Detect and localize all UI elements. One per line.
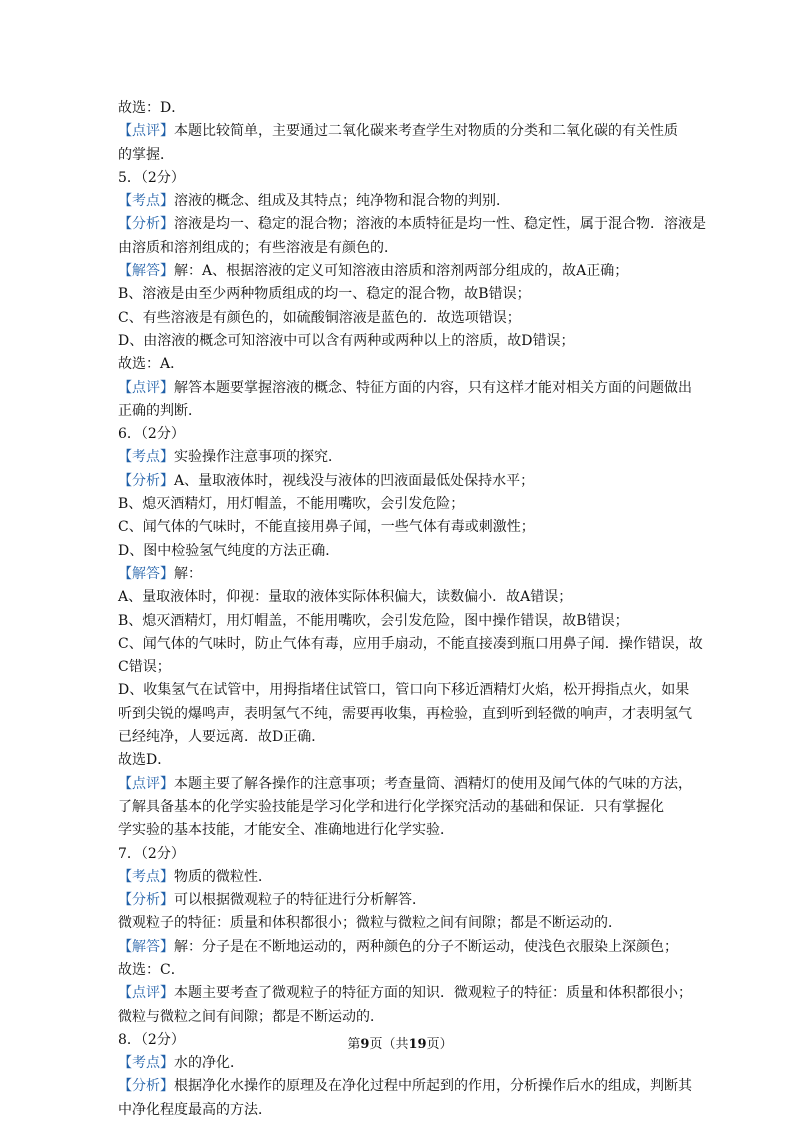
line-text: 溶液的概念、组成及其特点；纯净物和混合物的判别． bbox=[174, 193, 510, 210]
section-tag: 【考点】 bbox=[118, 193, 174, 210]
text-line bbox=[118, 796, 682, 819]
line-text: 本题主要考查了微观粒子的特征方面的知识．微观粒子的特征：质量和体积都很小； bbox=[174, 985, 692, 1002]
text-line bbox=[118, 703, 692, 726]
text-line bbox=[118, 446, 682, 469]
line-text: 物质的微粒性． bbox=[174, 868, 272, 885]
section-tag: 【解答】 bbox=[118, 263, 174, 280]
line-text: D、收集氢气在试管中，用拇指堵住试管口，管口向下移近酒精灯火焰，松开拇指点火，如果 bbox=[118, 682, 690, 699]
line-text: B、熄灭酒精灯，用灯帽盖，不能用嘴吹，会引发危险，图中操作错误，故B错误； bbox=[118, 612, 629, 629]
line-text: 了解具备基本的化学实验技能是学习化学和进行化学探究活动的基础和保证．只有掌握化 bbox=[118, 798, 664, 815]
text-line bbox=[118, 307, 682, 330]
line-text: 6．（2分） bbox=[118, 426, 185, 443]
line-text: 实验操作注意事项的探究． bbox=[174, 449, 342, 466]
line-text: A、量取液体时，仰视：量取的液体实际体积偏大，读数偏小．故A错误； bbox=[118, 589, 573, 606]
text-line bbox=[118, 586, 682, 609]
text-line bbox=[118, 679, 690, 702]
line-text: D、由溶液的概念可知溶液中可以含有两种或两种以上的溶质，故D错误； bbox=[118, 332, 575, 349]
line-text: 解：A、根据溶液的定义可知溶液由溶质和溶剂两部分组成的，故A正确； bbox=[174, 263, 629, 280]
text-line bbox=[118, 936, 682, 959]
text-line bbox=[118, 1099, 682, 1122]
page-footer bbox=[0, 1033, 800, 1052]
text-line bbox=[118, 97, 682, 120]
section-tag: 【分析】 bbox=[118, 892, 174, 909]
text-line bbox=[118, 237, 682, 260]
text-line bbox=[118, 726, 682, 749]
text-line bbox=[118, 213, 706, 236]
line-text: 解答本题要掌握溶液的概念、特征方面的内容，只有这样才能对相关方面的问题做出 bbox=[174, 379, 692, 396]
text-line bbox=[118, 982, 692, 1005]
line-text: C、闻气体的气味时，防止气体有毒，应用手扇动，不能直接凑到瓶口用鼻子闻．操作错误，故 bbox=[118, 635, 703, 652]
text-line bbox=[118, 633, 703, 656]
text-line bbox=[118, 1006, 682, 1029]
text-line bbox=[118, 912, 682, 935]
line-text: 水的净化． bbox=[174, 1055, 244, 1072]
line-text: 根据净化水操作的原理及在净化过程中所起到的作用，分析操作后水的组成，判断其 bbox=[174, 1078, 692, 1095]
text-line bbox=[118, 190, 682, 213]
section-tag: 【点评】 bbox=[118, 123, 174, 140]
text-line bbox=[118, 167, 682, 190]
line-text: 听到尖锐的爆鸣声，表明氢气不纯，需要再收集，再检验，直到听到轻微的响声，才表明氢气 bbox=[118, 705, 692, 722]
line-text: 故选：D． bbox=[118, 100, 186, 116]
line-text: 可以根据微观粒子的特征进行分析解答． bbox=[174, 892, 426, 909]
section-tag: 【解答】 bbox=[118, 938, 174, 955]
line-text: A、量取液体时，视线没与液体的凹液面最低处保持水平； bbox=[174, 472, 535, 489]
section-tag: 【分析】 bbox=[118, 1078, 174, 1095]
section-tag: 【分析】 bbox=[118, 472, 174, 489]
line-text: 故选：C． bbox=[118, 961, 185, 978]
line-text: B、熄灭酒精灯，用灯帽盖，不能用嘴吹，会引发危险； bbox=[118, 496, 465, 513]
section-tag: 【点评】 bbox=[118, 775, 174, 792]
line-text: 本题比较简单，主要通过二氧化碳来考查学生对物质的分类和二氧化碳的有关性质 bbox=[174, 123, 678, 140]
line-text: 本题主要了解各操作的注意事项；考查量筒、酒精灯的使用及闻气体的气味的方法， bbox=[174, 775, 692, 792]
line-text: 由溶质和溶剂组成的；有些溶液是有颜色的． bbox=[118, 239, 398, 256]
footer-suffix: 页） bbox=[426, 1037, 453, 1052]
text-line bbox=[118, 353, 682, 376]
line-text: C错误； bbox=[118, 659, 171, 676]
footer-total-pages: 19 bbox=[408, 1037, 427, 1052]
text-line bbox=[118, 400, 682, 423]
section-tag: 【解答】 bbox=[118, 565, 174, 582]
section-tag: 【点评】 bbox=[118, 985, 174, 1002]
text-line bbox=[118, 866, 682, 889]
line-text: 学实验的基本技能，才能安全、准确地进行化学实验． bbox=[118, 822, 454, 839]
section-tag: 【考点】 bbox=[118, 449, 174, 466]
text-line bbox=[118, 749, 682, 772]
line-text: 微观粒子的特征：质量和体积都很小；微粒与微粒之间有间隙；都是不断运动的． bbox=[118, 915, 622, 932]
text-line bbox=[118, 610, 682, 633]
footer-prefix: 第 bbox=[347, 1037, 361, 1052]
section-tag: 【分析】 bbox=[118, 216, 174, 233]
answer-text-body bbox=[118, 97, 706, 1122]
line-text: 微粒与微粒之间有间隙；都是不断运动的． bbox=[118, 1008, 384, 1025]
text-line bbox=[118, 470, 682, 493]
line-text: D、图中检验氢气纯度的方法正确． bbox=[118, 542, 340, 559]
section-tag: 【考点】 bbox=[118, 1055, 174, 1072]
line-text: 8．（2分） bbox=[118, 1031, 185, 1048]
text-line bbox=[118, 1052, 682, 1075]
text-line bbox=[118, 144, 682, 167]
text-line bbox=[118, 563, 682, 586]
text-line bbox=[118, 959, 682, 982]
line-text: 故选：A． bbox=[118, 356, 185, 373]
text-line bbox=[118, 819, 682, 842]
line-text: C、闻气体的气味时，不能直接用鼻子闻，一些气体有毒或刺激性； bbox=[118, 519, 535, 536]
line-text: 故选D． bbox=[118, 752, 172, 769]
text-line bbox=[118, 843, 682, 866]
text-line bbox=[118, 889, 682, 912]
text-line bbox=[118, 540, 682, 563]
section-tag: 【点评】 bbox=[118, 379, 174, 396]
line-text: 解： bbox=[174, 565, 202, 582]
line-text: 已经纯净，人要远离．故D正确． bbox=[118, 729, 326, 746]
text-line bbox=[118, 516, 682, 539]
text-line bbox=[118, 120, 682, 143]
line-text: 的掌握． bbox=[118, 146, 174, 163]
text-line bbox=[118, 773, 692, 796]
line-text: 7．（2分） bbox=[118, 845, 185, 862]
line-text: 正确的判断． bbox=[118, 402, 202, 419]
section-tag: 【考点】 bbox=[118, 868, 174, 885]
text-line bbox=[118, 1075, 692, 1098]
text-line bbox=[118, 493, 682, 516]
line-text: 溶液是均一、稳定的混合物；溶液的本质特征是均一性、稳定性，属于混合物．溶液是 bbox=[174, 216, 706, 233]
text-line bbox=[118, 656, 682, 679]
text-line bbox=[118, 330, 682, 353]
text-line bbox=[118, 377, 692, 400]
footer-page-number: 9 bbox=[360, 1037, 370, 1052]
footer-mid: 页（共 bbox=[369, 1037, 409, 1052]
text-line bbox=[118, 260, 682, 283]
line-text: 中净化程度最高的方法． bbox=[118, 1101, 272, 1118]
text-line bbox=[118, 423, 682, 446]
line-text: 5．（2分） bbox=[118, 169, 185, 186]
line-text: C、有些溶液是有颜色的，如硫酸铜溶液是蓝色的．故选项错误； bbox=[118, 309, 521, 326]
line-text: 解：分子是在不断地运动的，两种颜色的分子不断运动，使浅色衣服染上深颜色； bbox=[174, 938, 678, 955]
text-line bbox=[118, 283, 682, 306]
line-text: B、溶液是由至少两种物质组成的均一、稳定的混合物，故B错误； bbox=[118, 286, 531, 303]
